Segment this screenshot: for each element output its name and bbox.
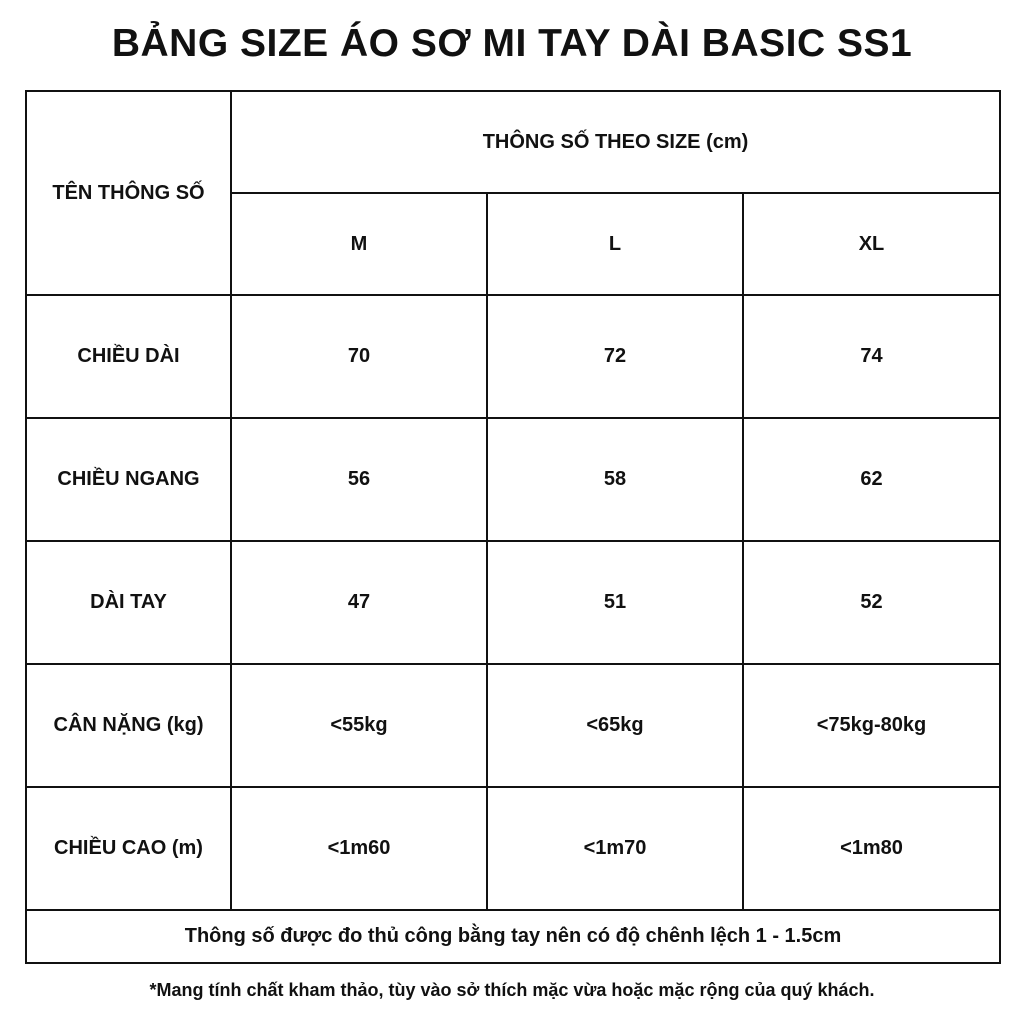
row-label: CHIỀU NGANG xyxy=(26,418,231,541)
table-row xyxy=(26,418,1000,541)
row-label: CHIỀU DÀI xyxy=(26,295,231,418)
table-cell: 70 xyxy=(231,295,487,418)
table-cell: 74 xyxy=(743,295,1000,418)
table-cell: 72 xyxy=(487,295,743,418)
table-row xyxy=(26,787,1000,910)
table-cell: 52 xyxy=(743,541,1000,664)
row-label: CHIỀU CAO (m) xyxy=(26,787,231,910)
table-cell: <1m60 xyxy=(231,787,487,910)
table-row xyxy=(26,541,1000,664)
table-cell: 58 xyxy=(487,418,743,541)
table-cell: <75kg-80kg xyxy=(743,664,1000,787)
size-header-m: M xyxy=(231,193,487,295)
table-cell: <55kg xyxy=(231,664,487,787)
table-cell: 47 xyxy=(231,541,487,664)
page-title: BẢNG SIZE ÁO SƠ MI TAY DÀI BASIC SS1 xyxy=(111,22,913,65)
measurement-note: Thông số được đo thủ công bằng tay nên có độ chênh lệch 1 - 1.5cm xyxy=(26,910,1000,963)
table-cell: 62 xyxy=(743,418,1000,541)
table-cell: <1m70 xyxy=(487,787,743,910)
row-label: DÀI TAY xyxy=(26,541,231,664)
note-row xyxy=(26,910,1000,963)
size-header-l: L xyxy=(487,193,743,295)
table-cell: 51 xyxy=(487,541,743,664)
table-cell: <65kg xyxy=(487,664,743,787)
row-label: CÂN NẶNG (kg) xyxy=(26,664,231,787)
table-cell: <1m80 xyxy=(743,787,1000,910)
size-group-header: THÔNG SỐ THEO SIZE (cm) xyxy=(231,91,1000,193)
size-chart-table xyxy=(25,90,1001,964)
footnote: *Mang tính chất kham thảo, tùy vào sở thích mặc vừa hoặc mặc rộng của quý khách. xyxy=(149,980,875,1000)
table-row xyxy=(26,295,1000,418)
table-row xyxy=(26,664,1000,787)
header-row xyxy=(26,91,1000,193)
corner-label: TÊN THÔNG SỐ xyxy=(26,91,231,295)
table-cell: 56 xyxy=(231,418,487,541)
size-header-xl: XL xyxy=(743,193,1000,295)
